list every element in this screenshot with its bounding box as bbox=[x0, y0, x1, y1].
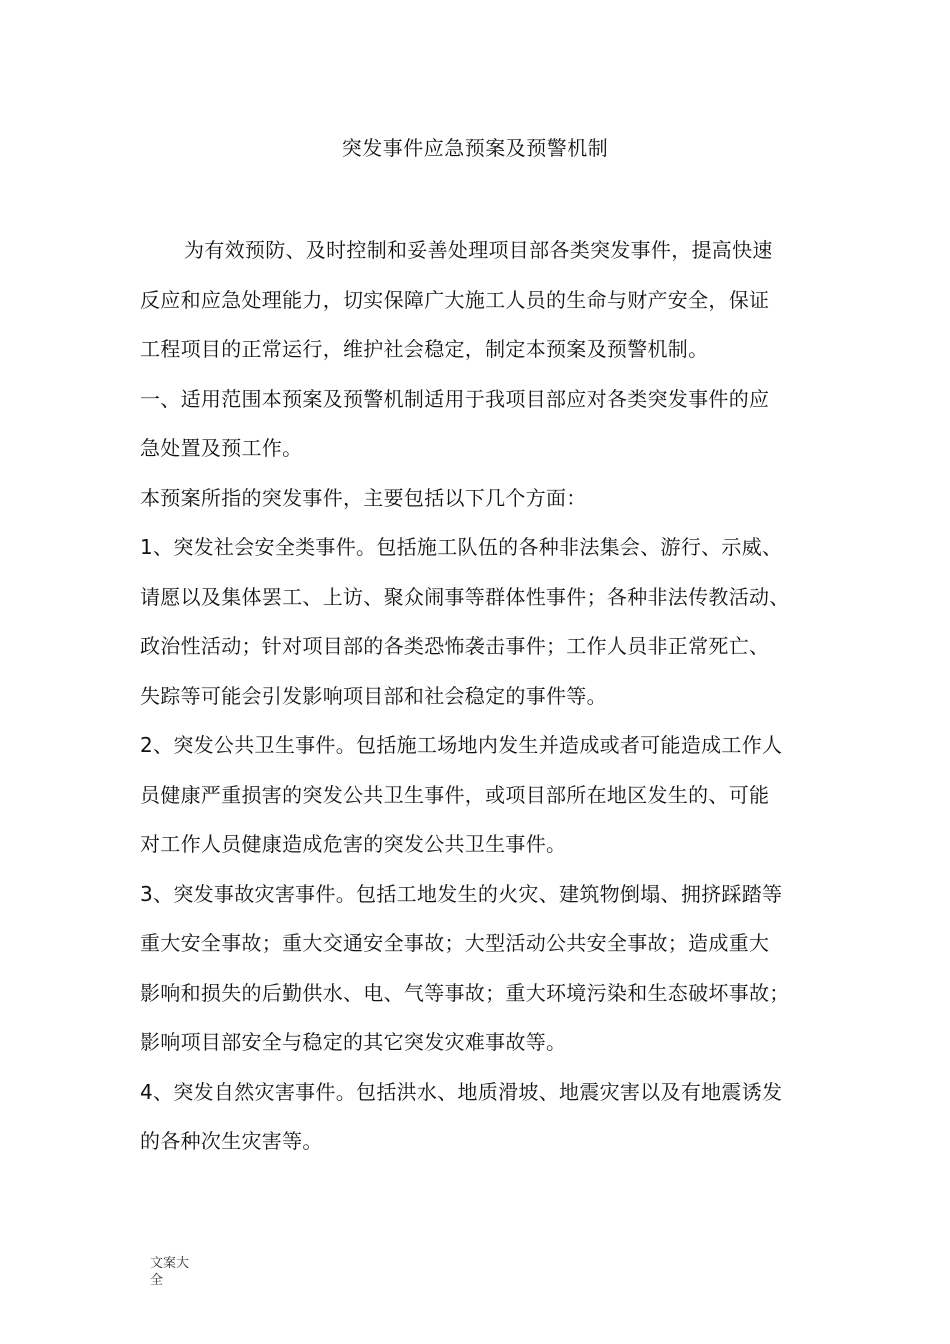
paragraph-line: 员健康严重损害的突发公共卫生事件，或项目部所在地区发生的、可能 bbox=[140, 782, 770, 807]
paragraph-line: 影响项目部安全与稳定的其它突发灾难事故等。 bbox=[140, 1030, 567, 1054]
footer-text-line: 全 bbox=[150, 1273, 164, 1288]
footer-text-line: 文案大 bbox=[150, 1256, 190, 1271]
paragraph-line: 4、突发自然灾害事件。包括洪水、地质滑坡、地震灾害以及有地震诱发 bbox=[140, 1079, 783, 1104]
paragraph-line: 重大安全事故；重大交通安全事故；大型活动公共安全事故；造成重大 bbox=[140, 931, 770, 955]
paragraph-line: 为有效预防、及时控制和妥善处理项目部各类突发事件，提高快速 bbox=[184, 238, 773, 262]
paragraph-line: 失踪等可能会引发影响项目部和社会稳定的事件等。 bbox=[140, 683, 607, 708]
document-title: 突发事件应急预案及预警机制 bbox=[341, 136, 609, 160]
paragraph-line: 的各种次生灾害等。 bbox=[140, 1129, 323, 1153]
paragraph-line: 2、突发公共卫生事件。包括施工场地内发生并造成或者可能造成工作人 bbox=[140, 733, 783, 757]
document-body bbox=[140, 226, 830, 1167]
paragraph-line: 影响和损失的后勤供水、电、气等事故；重大环境污染和生态破坏事故； bbox=[140, 980, 790, 1005]
paragraph-line: 一、适用范围本预案及预警机制适用于我项目部应对各类突发事件的应 bbox=[140, 386, 770, 411]
page-footer bbox=[150, 1255, 210, 1289]
paragraph-line: 急处置及预工作。 bbox=[140, 436, 303, 460]
paragraph-line: 反应和应急处理能力，切实保障广大施工人员的生命与财产安全，保证 bbox=[140, 287, 770, 312]
paragraph-line: 本预案所指的突发事件，主要包括以下几个方面： bbox=[140, 485, 587, 510]
paragraph-line: 1、突发社会安全类事件。包括施工队伍的各种非法集会、游行、示威、 bbox=[140, 535, 783, 559]
paragraph-line: 请愿以及集体罢工、上访、聚众闹事等群体性事件；各种非法传教活动、 bbox=[140, 584, 790, 609]
paragraph-line: 对工作人员健康造成危害的突发公共卫生事件。 bbox=[140, 832, 567, 856]
paragraph-line: 工程项目的正常运行，维护社会稳定，制定本预案及预警机制。 bbox=[140, 337, 709, 361]
paragraph-line: 政治性活动；针对项目部的各类恐怖袭击事件；工作人员非正常死亡、 bbox=[140, 634, 770, 658]
paragraph-line: 3、突发事故灾害事件。包括工地发生的火灾、建筑物倒塌、拥挤踩踏等 bbox=[140, 881, 783, 906]
